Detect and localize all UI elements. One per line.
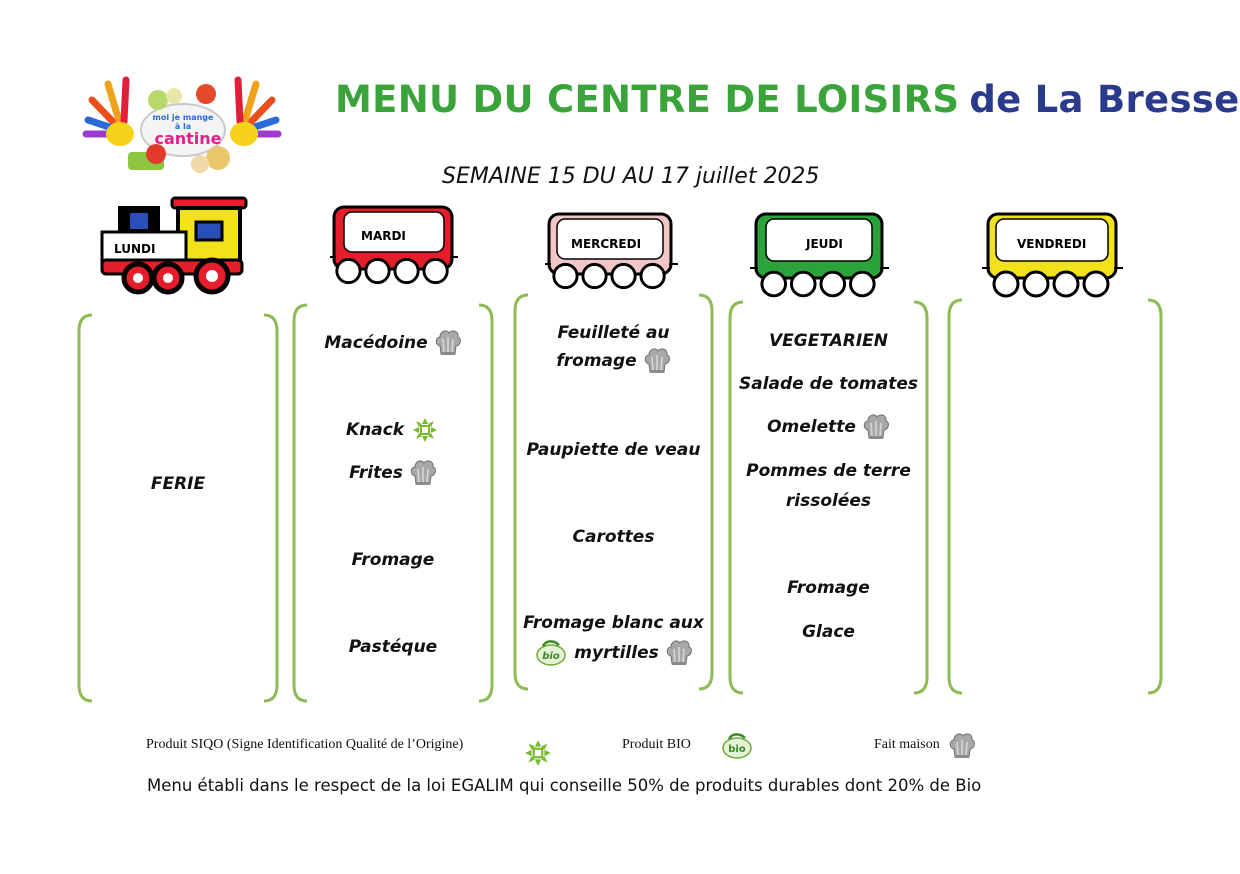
- legend-siqo: [146, 737, 463, 753]
- legend-bio-label: Produit BIO: [622, 737, 691, 752]
- menu-item: Paupiette de veau: [526, 440, 701, 460]
- bio-icon: [534, 638, 568, 668]
- egalim-footer-note: Menu établi dans le respect de la loi EGALIM qui conseille 50% de produits durables dont 20% de Bio: [147, 776, 982, 795]
- menu-item: Salade de tomates: [738, 374, 918, 394]
- menu-item: Fromage blanc aux: [523, 613, 704, 633]
- legend-fait-maison-label: Fait maison: [874, 737, 940, 752]
- day-label-jeudi: JEUDI: [806, 237, 843, 251]
- mercredi-menu-column: [512, 293, 715, 691]
- menu-item: Pommes de terre: [746, 461, 911, 481]
- title-town: de La Bresse: [969, 78, 1240, 121]
- chef-hat-icon: [862, 412, 890, 442]
- lundi-menu-column: [76, 313, 280, 703]
- menu-item: Fromage: [351, 550, 435, 570]
- day-label-mercredi: MERCREDI: [571, 237, 642, 251]
- mardi-wagon: [330, 205, 460, 289]
- logo-line-3: cantine: [154, 129, 222, 148]
- jeudi-menu-column: [727, 300, 930, 695]
- title-main: MENU DU CENTRE DE LOISIRS: [335, 78, 960, 121]
- menu-item: Fromage: [787, 578, 870, 598]
- legend-fait-maison: [874, 737, 940, 753]
- chef-hat-icon: [409, 458, 437, 488]
- menu-item: Knack: [345, 420, 405, 440]
- logo-line-1: moi je mange: [152, 113, 214, 122]
- day-label-mardi: MARDI: [361, 229, 406, 243]
- bio-icon: [720, 731, 754, 761]
- day-label-vendredi: VENDREDI: [1017, 237, 1087, 251]
- menu-item: Glace: [802, 622, 855, 642]
- menu-item: myrtilles: [574, 643, 659, 663]
- menu-item: Omelette: [767, 417, 856, 437]
- cantine-logo: [78, 72, 288, 182]
- week-subtitle: SEMAINE 15 DU AU 17 juillet 2025: [442, 164, 820, 189]
- vendredi-menu-column: [946, 298, 1164, 695]
- page-title: [335, 78, 1239, 121]
- siqo-icon: [522, 737, 554, 769]
- menu-item: fromage: [556, 351, 637, 371]
- legend-siqo-label: Produit SIQO (Signe Identification Qualité de l’Origine): [146, 737, 464, 752]
- menu-item: Frites: [349, 463, 403, 483]
- logo-line-2: à la: [174, 122, 192, 131]
- menu-item: Carottes: [572, 527, 655, 547]
- day-label-lundi: LUNDI: [114, 242, 156, 256]
- chef-hat-icon: [665, 638, 693, 668]
- menu-item: FERIE: [150, 474, 206, 494]
- mardi-menu-column: [291, 303, 495, 703]
- chef-hat-icon: [643, 346, 671, 376]
- chef-hat-icon: [948, 731, 976, 761]
- vendredi-wagon: [982, 212, 1124, 300]
- siqo-icon: [410, 415, 440, 445]
- chef-hat-icon: [434, 328, 462, 358]
- menu-item: rissolées: [785, 491, 872, 511]
- menu-item: VEGETARIEN: [768, 331, 889, 351]
- lundi-locomotive: [100, 196, 250, 296]
- column-bracket: [946, 298, 1164, 695]
- menu-item: Pastéque: [348, 637, 438, 657]
- mercredi-wagon: [545, 212, 680, 296]
- bio-icon-text: bio: [728, 744, 746, 755]
- menu-item: Feuilleté au: [557, 323, 670, 343]
- legend-bio: [622, 737, 691, 753]
- column-bracket: [76, 313, 280, 703]
- jeudi-wagon: [750, 212, 890, 300]
- menu-item: Macédoine: [324, 333, 428, 353]
